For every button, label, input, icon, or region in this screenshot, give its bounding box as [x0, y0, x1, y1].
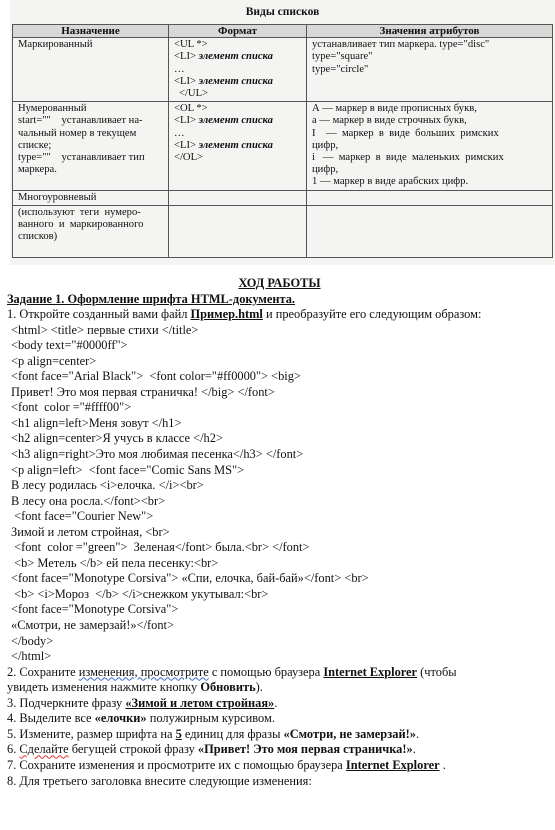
cell-name: Нумерованный start="" устанавливает на- чальный номер в текущем списке; type="" устанавливает тип маркера.: [13, 102, 169, 190]
table-row: [13, 102, 553, 190]
code-line: «Смотри, не замерзай!»</font>: [11, 618, 174, 633]
cell-format: [169, 190, 307, 205]
code-line: Зимой и летом стройная, <br>: [11, 524, 170, 539]
table-row: [13, 38, 553, 102]
step-4: 4. Выделите все «елочки» полужирным курсивом.: [7, 711, 275, 726]
code-line: <b> Метель </b> ей пела песенку:<br>: [11, 555, 219, 570]
cell-format: <OL *> <LI> элемент списка … <LI> элемент списка </OL>: [169, 102, 307, 190]
code-line: <font face="Courier New">: [11, 509, 154, 524]
table-title: Виды списков: [245, 6, 320, 18]
code-line: <b> <i>Мороз </b> </i>снежком укутывал:<br>: [11, 586, 269, 601]
scanned-table-image: [10, 0, 555, 265]
code-line: <font face="Monotype Corsiva">: [11, 602, 179, 617]
header-purpose: Назначение: [13, 25, 169, 38]
cell-format: [169, 205, 307, 257]
code-line: <p align=left> <font face="Comic Sans MS">: [11, 462, 245, 477]
code-line: </html>: [11, 649, 52, 664]
code-line: <h3 align=right>Это моя любимая песенка</h3> </font>: [11, 447, 304, 462]
code-line: Привет! Это моя первая страничка! </big> </font>: [11, 384, 275, 399]
table-header-row: [13, 25, 553, 38]
code-line: <html> <title> первые стихи </title>: [11, 322, 199, 337]
cell-values: [307, 205, 553, 257]
table-row: [13, 205, 553, 257]
cell-values: устанавливает тип маркера. type="disc" type="square" type="circle": [307, 38, 553, 102]
step-2-cont: увидеть изменения нажмите кнопку Обновить).: [7, 680, 263, 695]
header-format: Формат: [169, 25, 307, 38]
step-2: 2. Сохраните изменения, просмотрите с помощью браузера Internet Explorer (чтобы: [7, 664, 457, 679]
cell-format: <UL *> <LI> элемент списка … <LI> элемент списка </UL>: [169, 38, 307, 102]
cell-values: А — маркер в виде прописных букв, а — маркер в виде строчных букв, I — маркер в виде больших римских цифр, i — маркер в виде маленьких римских цифр, 1 — маркер в виде арабских цифр.: [307, 102, 553, 190]
step-6: 6. Сделайте бегущей строкой фразу «Привет! Это моя первая страничка!».: [7, 742, 416, 757]
header-attribute-values: Значения атрибутов: [307, 25, 553, 38]
code-line: <h1 align=left>Меня зовут </h1>: [11, 415, 182, 430]
code-line: <p align=center>: [11, 353, 97, 368]
code-line: <h2 align=center>Я учусь в классе </h2>: [11, 431, 223, 446]
cell-name: Многоуровневый: [13, 190, 169, 205]
step-1: 1. Откройте созданный вами файл Пример.html и преобразуйте его следующим образом:: [7, 307, 482, 322]
table-row: [13, 190, 553, 205]
cell-values: [307, 190, 553, 205]
cell-name: Маркированный: [13, 38, 169, 102]
code-line: <body text="#0000ff">: [11, 338, 128, 353]
file-name: Пример.html: [190, 307, 263, 322]
code-line: В лесу она росла.</font><br>: [11, 493, 166, 508]
section-heading: ХОД РАБОТЫ: [238, 276, 321, 290]
list-types-table: [12, 24, 553, 258]
task-title: Задание 1. Оформление шрифта HTML-документа.: [7, 291, 295, 306]
code-line: <font face="Arial Black"> <font color="#ff0000"> <big>: [11, 369, 301, 384]
code-line: В лесу родилась <i>елочка. </i><br>: [11, 478, 204, 493]
step-8: 8. Для третьего заголовка внесите следующие изменения:: [7, 773, 312, 788]
step-7: 7. Сохраните изменения и просмотрите их с помощью браузера Internet Explorer .: [7, 757, 446, 772]
code-line: <font color ="green"> Зеленая</font> была.<br> </font>: [11, 540, 310, 555]
cell-name: (используют теги нумеро- ванного и маркированного списков): [13, 205, 169, 257]
step-3: 3. Подчеркните фразу «Зимой и летом стройная».: [7, 695, 278, 710]
code-line: <font face="Monotype Corsiva"> «Спи, елочка, бай-бай»</font> <br>: [11, 571, 369, 586]
step-5: 5. Измените, размер шрифта на 5 единиц для фразы «Смотри, не замерзай!».: [7, 726, 420, 741]
code-listing: [7, 323, 552, 665]
document-body: [7, 276, 552, 789]
code-line: <font color ="#ffff00">: [11, 400, 132, 415]
code-line: </body>: [11, 633, 54, 648]
